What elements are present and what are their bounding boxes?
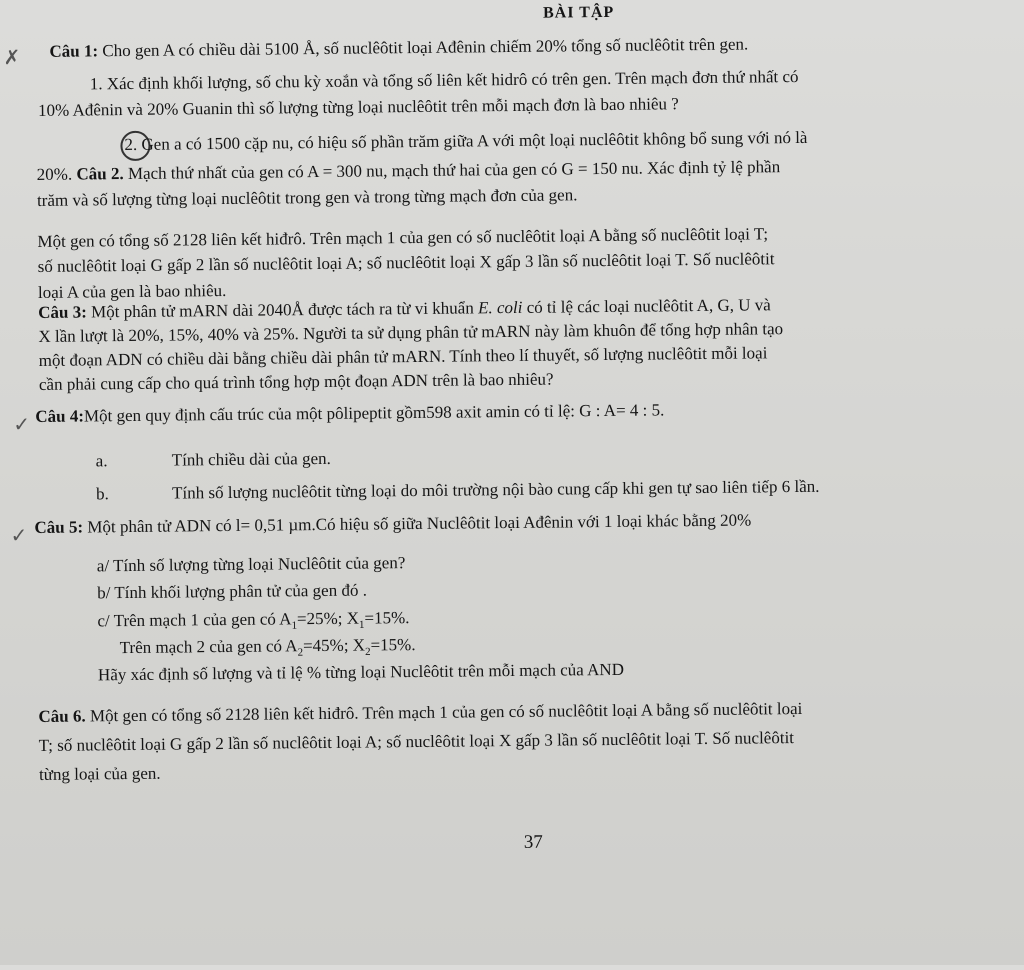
para-line1: Một gen có tổng số 2128 liên kết hiđrô. Trên mạch 1 của gen có số nuclêôtit loại A bằng số nuclêôtit loại T; xyxy=(37,224,769,251)
q5-c2 xyxy=(120,635,416,658)
q3-line4: cần phải cung cấp cho quá trình tổng hợp một đoạn ADN trên là bao nhiêu? xyxy=(38,369,554,394)
handwritten-check-mark-2: ✓ xyxy=(10,523,28,548)
q3-line3: một đoạn ADN có chiều dài bằng chiều dài phân tử mARN. Tính theo lí thuyết, số lượng nuclêôtit mỗi loại xyxy=(38,343,768,370)
q3-label: Câu 3: xyxy=(38,302,87,322)
q4-a-label: a. xyxy=(95,451,108,471)
q4-text: Một gen quy định cấu trúc của một pôlipeptit gồm598 axit amin có tỉ lệ: G : A= 4 : 5. xyxy=(83,400,665,426)
q2-line1 xyxy=(37,157,781,185)
q5-c1-sub1: 1 xyxy=(291,619,298,632)
q5-c2-pre: Trên mạch 2 của gen có A xyxy=(119,636,298,658)
q2-label: Câu 2. xyxy=(76,164,124,184)
q5-final: Hãy xác định số lượng và tỉ lệ % từng loại Nuclêôtit trên mỗi mạch của AND xyxy=(97,659,625,685)
q1-part1-line1: 1. Xác định khối lượng, số chu kỳ xoắn và tổng số liên kết hidrô có trên gen. Trên mạch đơn thứ nhất có xyxy=(89,66,799,94)
q1-part2-line1: 2. Gen a có 1500 cặp nu, có hiệu số phần trăm giữa A với một loại nuclêôtit không bổ sung với nó là xyxy=(124,127,808,155)
q5-c2-end: =15%. xyxy=(370,635,416,655)
handwritten-x-mark: ✗ xyxy=(3,45,21,70)
q2-prefix: 20%. xyxy=(36,164,73,184)
q4-b-text: Tính số lượng nuclêôtit từng loại do môi trường nội bào cung cấp khi gen tự sao liên tiếp 6 lần. xyxy=(171,476,820,503)
q1-text: Cho gen A có chiều dài 5100 Å, số nuclêôtit loại Ađênin chiếm 20% tổng số nuclêôtit trên gen. xyxy=(102,34,749,61)
para-line2: số nuclêôtit loại G gấp 2 lần số nuclêôtit loại A; số nuclêôtit loại X gấp 3 lần số nuclêôtit loại T. Số nuclêôtit xyxy=(37,249,775,276)
q5-c1-mid: =25%; X xyxy=(296,608,360,629)
q1-label: Câu 1: xyxy=(49,41,99,61)
q4-line xyxy=(35,400,664,427)
q5-a: a/ Tính số lượng từng loại Nuclêôtit của gen? xyxy=(96,553,406,576)
q6-line3: từng loại của gen. xyxy=(38,763,161,784)
q3-line2: X lần lượt là 20%, 15%, 40% và 25%. Người ta sử dụng phân tử mARN này làm khuôn để tổng hợp nhân tạo xyxy=(38,319,784,346)
q5-line xyxy=(34,510,751,538)
q5-text: Một phân tử ADN có l= 0,51 µm.Có hiệu số giữa Nuclêôtit loại Ađênin với 1 loại khác bằng 20% xyxy=(87,510,752,537)
q5-c1-pre: c/ Trên mạch 1 của gen có A xyxy=(97,609,292,631)
q3-text1b: có tỉ lệ các loại nuclêôtit A, G, U và xyxy=(526,295,771,317)
q3-text1a: Một phân tử mARN dài 2040Å được tách ra từ vi khuẩn xyxy=(90,298,474,322)
q4-label: Câu 4: xyxy=(35,406,85,426)
q5-c1 xyxy=(97,608,409,631)
page-number: 37 xyxy=(523,831,543,853)
q6-label: Câu 6. xyxy=(38,706,86,726)
q6-text1: Một gen có tổng số 2128 liên kết hiđrô. Trên mạch 1 của gen có số nuclêôtit loại A bằng số nuclêôtit loại xyxy=(89,698,803,726)
q5-label: Câu 5: xyxy=(34,517,84,538)
q4-b-label: b. xyxy=(95,484,109,504)
para-line3: loại A của gen là bao nhiêu. xyxy=(37,280,227,302)
q3-text1-italic: E. coli xyxy=(477,297,523,318)
q6-line1 xyxy=(38,699,802,727)
page-title: BÀI TẬP xyxy=(542,3,615,22)
q6-line2: T; số nuclêôtit loại G gấp 2 lần số nuclêôtit loại A; số nuclêôtit loại X gấp 3 lần số nuclêôtit loại T. Số nuclêôtit xyxy=(38,728,795,755)
q5-c2-sub1: 2 xyxy=(297,646,304,659)
q2-line2: trăm và số lượng từng loại nuclêôtit trong gen và trong từng mạch đơn của gen. xyxy=(36,185,578,210)
q1-heading xyxy=(49,35,748,62)
q5-c1-end: =15%. xyxy=(364,608,410,628)
handwritten-check-mark: ✓ xyxy=(13,412,31,437)
q5-b: b/ Tính khối lượng phân tử của gen đó . xyxy=(97,580,368,603)
q1-part1-line2: 10% Ađênin và 20% Guanin thì số lượng từng loại nuclêôtit trên mỗi mạch đơn là bao nhiêu ? xyxy=(37,94,679,120)
q5-c1-sub2: 1 xyxy=(358,618,365,631)
q2-text1: Mạch thứ nhất của gen có A = 300 nu, mạch thứ hai của gen có G = 150 nu. Xác định tỷ lệ phần xyxy=(127,157,781,184)
q4-a-text: Tính chiều dài của gen. xyxy=(171,448,331,470)
q5-c2-mid: =45%; X xyxy=(302,635,366,656)
q5-c2-sub2: 2 xyxy=(365,645,371,658)
